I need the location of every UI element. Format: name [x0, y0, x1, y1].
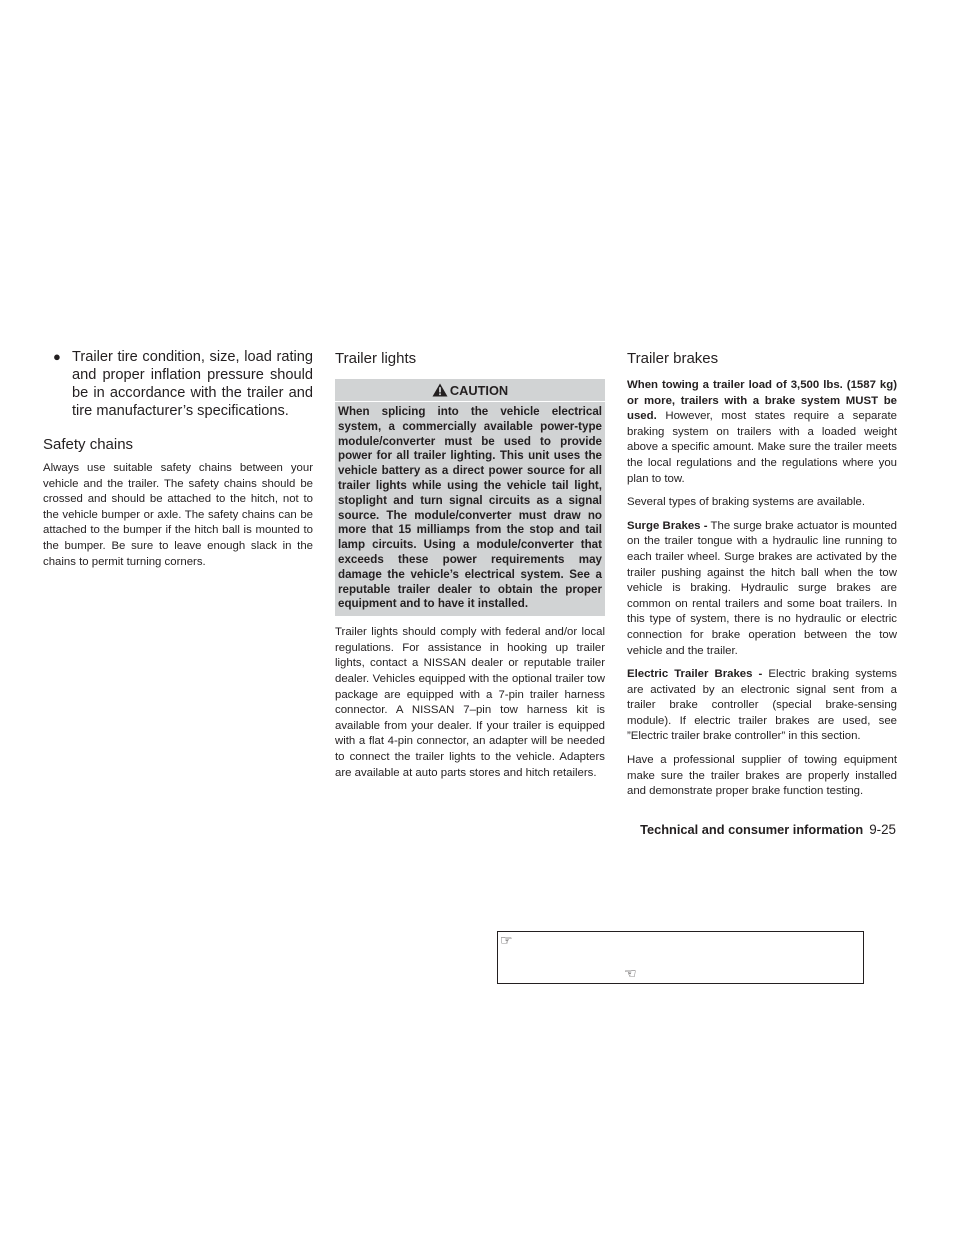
bullet-icon: ● [53, 349, 61, 364]
surge-brakes-label: Surge Brakes - [627, 519, 708, 532]
electric-brakes-paragraph [627, 667, 897, 745]
footer-section-title: Technical and consumer information [640, 822, 864, 837]
caution-header [335, 379, 605, 402]
electric-brakes-label: Electric Trailer Brakes - [627, 668, 763, 681]
safety-chains-heading: Safety chains [43, 436, 134, 453]
brakes-p1-text: However, most states require a separate braking system on trailers with a loaded weight above a specific amount. Make sure the trailer meets the local regulations and the regulations where you plan to tow. [627, 410, 897, 485]
brakes-paragraph-5: Have a professional supplier of towing equipment make sure the trailer brakes are properly installed and demonstrate proper brake function testing. [627, 754, 897, 798]
warning-triangle-icon [432, 383, 448, 397]
electric-brakes-text: Electric braking systems are activated by an electronic signal sent from a trailer brake controller (special brake-sensing module). If electric trailer brakes are used, see ”Electric trailer brake controller” in this section. [627, 668, 898, 743]
caution-title: CAUTION [449, 382, 509, 398]
column-right [627, 348, 897, 800]
caution-text: When splicing into the vehicle electrical system, a commercially available power-type module/converter must be used to provide power for all trailer lighting. This unit uses the vehicle battery as a direct power source for all trailer lights while using the vehicle tail light, stoplight and turn signal circuits as a signal source. The module/converter must draw no more that 15 milliamps from the stop and tail lamp circuits. Using a module/converter that exceeds these power requirements may damage the vehicle’s electrical system. See a reputable trailer dealer to obtain the proper equipment and to have it installed. [338, 405, 602, 611]
trailer-lights-heading: Trailer lights [335, 350, 417, 367]
brakes-p1-bold: When towing a trailer load of 3,500 lbs. (1587 kg) or more, trailers with a brake system MUST be used. [627, 379, 897, 423]
brakes-paragraph-2: Several types of braking systems are available. [627, 496, 866, 509]
trailer-brakes-heading: Trailer brakes [627, 350, 719, 367]
bullet-text: Trailer tire condition, size, load rating and proper inflation pressure should be in accordance with the trailer and tire manufacturer’s specifications. [72, 349, 313, 419]
column-left [43, 348, 313, 570]
bullet-list-item [43, 348, 313, 420]
pointing-hand-icon: ☜ [624, 965, 637, 981]
caution-box [335, 379, 605, 616]
page-footer [540, 821, 896, 839]
pointing-hand-icon: ☞ [500, 932, 513, 948]
surge-brakes-paragraph [627, 519, 897, 659]
column-middle [335, 348, 605, 781]
page-number: 9-25 [869, 822, 896, 837]
surge-brakes-text: The surge brake actuator is mounted on the trailer tongue with a hydraulic line running to each trailer wheel. Surge brakes are activated by the trailer pushing against the hitch ball when the tow vehicle is braking. Hydraulic surge brakes are common on rental trailers and some boat trailers. In this type of system, there is no hydraulic or electric connection for brake operation between the tow vehicle and the trailer. [627, 519, 898, 657]
safety-chains-body: Always use suitable safety chains between your vehicle and the trailer. The safety chains should be crossed and should be attached to the hitch, not to the vehicle bumper or axle. The safety chains can be attached to the bumper if the hitch ball is mounted to the bumper. Be sure to leave enough slack in the chains to permit turning corners. [43, 462, 313, 568]
note-box [497, 931, 864, 984]
trailer-lights-body: Trailer lights should comply with federal and/or local regulations. For assistance in hooking up trailer lights, contact a NISSAN dealer or reputable trailer dealer. Vehicles equipped with the optional trailer tow package are equipped with a 7-pin trailer harness connector. A NISSAN 7–pin tow harness kit is available from your dealer. If your trailer is equipped with a flat 4-pin connector, an adapter will be needed to connect the trailer lights to the vehicle. Adapters are available at auto parts stores and hitch retailers. [335, 626, 605, 779]
brakes-paragraph-1 [627, 378, 897, 487]
